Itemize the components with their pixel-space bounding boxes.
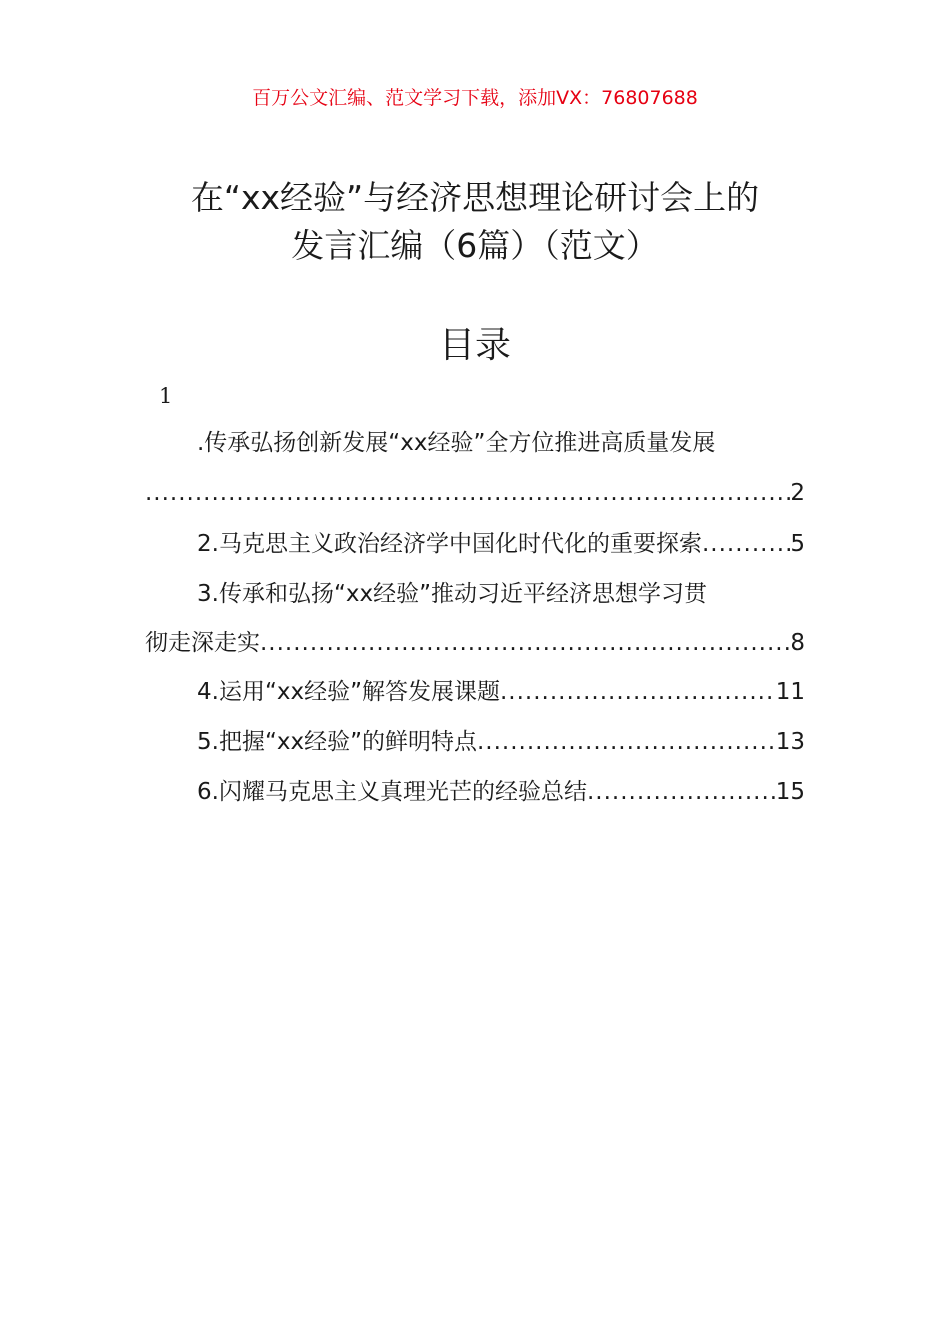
toc-leader-dots xyxy=(587,775,776,809)
toc-entry-1-page: 2 xyxy=(790,480,805,506)
toc-entry-2-page: 5 xyxy=(790,531,805,557)
toc-entry-2-label: 2.马克思主义政治经济学中国化时代化的重要探索 xyxy=(197,531,702,557)
toc-entry-2[interactable] xyxy=(145,527,805,561)
toc-entry-4[interactable] xyxy=(145,675,805,709)
toc-entry-6-page: 15 xyxy=(775,779,805,805)
toc-entry-5[interactable] xyxy=(145,725,805,759)
toc-entry-5-label: 5.把握“xx经验”的鲜明特点 xyxy=(197,729,477,755)
title-line-1: 在“xx经验”与经济思想理论研讨会上的 xyxy=(190,178,760,217)
toc-leader-dots xyxy=(260,626,790,660)
toc-leader-dots xyxy=(702,527,790,561)
toc-entry-3-page: 8 xyxy=(790,630,805,656)
toc-entry-3-line-1[interactable] xyxy=(145,577,805,611)
toc-entry-3-line-2[interactable] xyxy=(145,626,805,660)
toc-entry-3-label: 3.传承和弘扬“xx经验”推动习近平经济思想学习贯 xyxy=(197,581,707,607)
entry-number: 1 xyxy=(159,384,173,408)
toc-entry-6[interactable] xyxy=(145,775,805,809)
title-line-2: 发言汇编（6篇）（范文） xyxy=(291,226,659,265)
toc-leader-dots xyxy=(500,675,776,709)
toc-leader-dots xyxy=(145,476,790,510)
toc-entry-4-page: 11 xyxy=(775,679,805,705)
toc-entry-3-label-cont: 彻走深走实 xyxy=(145,630,260,656)
toc-leader-dots xyxy=(477,725,776,759)
document-title xyxy=(0,174,950,270)
toc-entry-4-label: 4.运用“xx经验”解答发展课题 xyxy=(197,679,500,705)
toc-entry-6-label: 6.闪耀马克思主义真理光芒的经验总结 xyxy=(197,779,587,805)
header-banner: 百万公文汇编、范文学习下载，添加VX：76807688 xyxy=(252,87,698,109)
toc-entry-5-page: 13 xyxy=(775,729,805,755)
toc-entry-1-line-2[interactable] xyxy=(145,476,805,510)
toc-heading: 目录 xyxy=(438,325,511,366)
toc-entry-1-line-1[interactable] xyxy=(145,426,805,460)
toc-entry-1-label: .传承弘扬创新发展“xx经验”全方位推进高质量发展 xyxy=(197,430,716,456)
